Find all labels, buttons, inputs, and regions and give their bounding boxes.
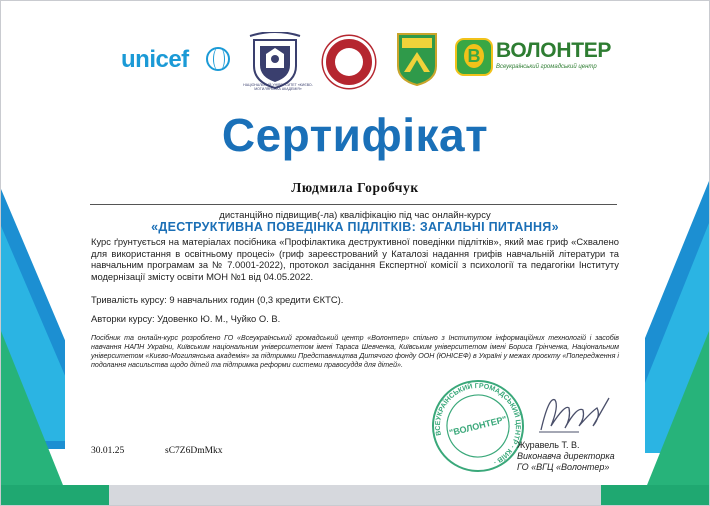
certificate-code: sC7Z6DmMkx bbox=[165, 446, 223, 456]
certificate-title: Сертифікат bbox=[221, 109, 489, 161]
signer-block bbox=[517, 440, 615, 473]
stamp-center-text: "ВОЛОНТЕР" bbox=[448, 414, 508, 438]
volonter-logo-name: ВОЛОНТЕР bbox=[496, 39, 612, 62]
signer-role: Виконавча директорка bbox=[517, 451, 615, 461]
course-description: Курс ґрунтується на матеріалах посібника «Профілактика деструктивної поведінки підлітків», який має гриф «Схвалено для використання в освітньому процесі» (гриф зареєстрований у Каталозі надання грифів навчальній літератури та навчальним програмам за № 7.0001-2022), протокол засідання Експертної комісії з психології та педагогіки Інституту модернізації змісту освіти МОН №1 від 04.05.2022. bbox=[91, 236, 619, 282]
signer-name: Журавель Т. В. bbox=[517, 440, 580, 450]
recipient-name: Людмила Горобчук bbox=[291, 180, 419, 195]
kma-crest-icon bbox=[248, 32, 302, 90]
university-seal-icon bbox=[323, 36, 375, 88]
kma-caption: НАЦІОНАЛЬНИЙ УНІВЕРСИТЕТ «КИЄВО-МОГИЛЯНСЬКА АКАДЕМІЯ» bbox=[243, 83, 313, 91]
course-note: Посібник та онлайн-курс розроблено ГО «Всеукраїнський громадський центр «Волонтер» спільно з Інститутом інформаційних технологій і засобів навчання НАПН України, Київським національним університетом імені Тараса Шевченка, Київським університетом імені Бориса Грінченка, Національним університетом «Києво-Могилянська академія» за підтримки Представництва Дитячого фонду ООН (ЮНІСЕФ) в Україні у межах проєкту «Попередження і подолання насильства щодо дітей та підтримка реформи системи правосуддя для дітей». bbox=[91, 334, 619, 369]
left-band-green bbox=[1, 331, 71, 505]
signer-org: ГО «ВГЦ «Волонтер» bbox=[517, 462, 610, 472]
name-underline bbox=[90, 204, 617, 205]
volonter-logo-subtitle: Всеукраїнський громадський центр bbox=[496, 64, 597, 70]
institute-shield-icon bbox=[396, 32, 438, 86]
partner-logos bbox=[118, 30, 612, 91]
issue-date: 30.01.25 bbox=[91, 446, 125, 456]
unicef-logo: unicef bbox=[121, 46, 189, 73]
bottom-band-grey bbox=[109, 485, 601, 505]
volonter-logo-badge bbox=[455, 38, 493, 76]
signature-image bbox=[535, 386, 615, 440]
course-authors: Авторки курсу: Удовенко Ю. М., Чуйко О. В. bbox=[91, 313, 281, 324]
unicef-globe-icon bbox=[206, 47, 230, 71]
volonter-letter: В bbox=[464, 44, 484, 68]
course-duration: Тривалість курсу: 9 навчальних годин (0,3 кредити ЄКТС). bbox=[91, 294, 344, 305]
right-band-green bbox=[639, 331, 709, 505]
stamp-ring-text: ВСЕУКРАЇНСЬКИЙ ГРОМАДСЬКИЙ ЦЕНТР · КИЇВ · bbox=[434, 382, 522, 466]
course-name: «ДЕСТРУКТИВНА ПОВЕДІНКА ПІДЛІТКІВ: ЗАГАЛЬНІ ПИТАННЯ» bbox=[151, 220, 559, 234]
pre-course-text: дистанційно підвищив(-ла) кваліфікацію під час онлайн-курсу bbox=[219, 210, 491, 221]
